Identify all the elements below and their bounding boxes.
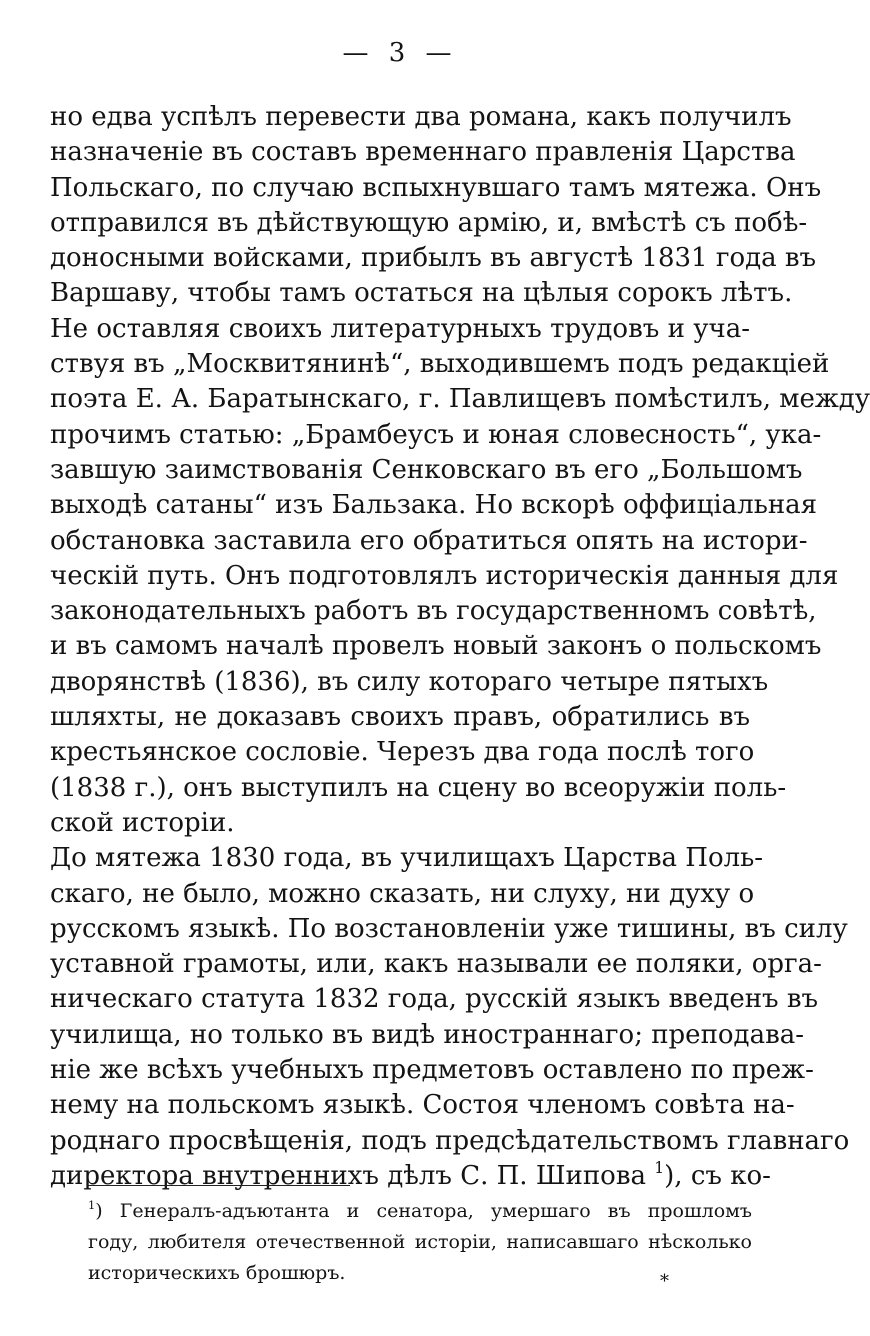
footnote-line: году, любителя отечественной исторiи, написавшаго нѣсколько bbox=[88, 1231, 752, 1253]
text-line: выходѣ сатаны“ изъ Бальзака. Но вскорѣ оффицiальная bbox=[50, 490, 818, 521]
text-line: нiе же всѣхъ учебныхъ предметовъ оставлено по преж- bbox=[50, 1055, 814, 1086]
text-line: законодательныхъ работъ въ государственномъ совѣтѣ, bbox=[50, 596, 817, 627]
text-line: ской исторiи. bbox=[50, 807, 235, 838]
text-line: обстановка заставила его обратиться опять на истори- bbox=[50, 525, 808, 556]
text-line: доносными войсками, прибылъ въ августѣ 1831 года въ bbox=[50, 243, 817, 274]
text-line: дворянствѣ (1836), въ силу котораго четыре пятыхъ bbox=[50, 666, 769, 697]
footnote-marker: 1 bbox=[88, 1198, 96, 1213]
text-line: ствуя въ „Москвитянинѣ“, выходившемъ подъ редакцiей bbox=[50, 349, 830, 380]
text-line: училища, но только въ видѣ иностраннаго; преподава- bbox=[50, 1019, 804, 1050]
footnote-text: ) Генералъ-адъютанта и сенатора, умершаго въ прошломъ bbox=[95, 1200, 752, 1222]
text-line: ческiй путь. Онъ подготовлялъ историческiя данныя для bbox=[50, 560, 839, 591]
text-line: роднаго просвѣщенiя, подъ предсѣдательствомъ главнаго bbox=[50, 1125, 850, 1156]
text-line: и въ самомъ началѣ провелъ новый законъ о польскомъ bbox=[50, 631, 822, 662]
text-line: Не оставляя своихъ литературныхъ трудовъ и уча- bbox=[50, 313, 750, 344]
signature-mark: * bbox=[660, 1271, 669, 1292]
text-line: прочимъ статью: „Брамбеусъ и юная словесность“, ука- bbox=[50, 419, 822, 450]
text-line: ническаго статута 1832 года, русскiй языкъ введенъ въ bbox=[50, 984, 819, 1015]
text-line: поэта Е. А. Баратынскаго, г. Павлищевъ помѣстилъ, между bbox=[50, 384, 870, 415]
footnote-line: историческихъ брошюръ. bbox=[88, 1262, 346, 1284]
footnote-divider bbox=[88, 1185, 350, 1186]
text-line: уставной грамоты, или, какъ называли ее поляки, орга- bbox=[50, 949, 822, 980]
text-line: (1838 г.), онъ выступилъ на сцену во всеоружiи поль- bbox=[50, 772, 787, 803]
text-line: завшую заимствованiя Сенковскаго въ его „Большомъ bbox=[50, 454, 803, 485]
text-line: но едва успѣлъ перевести два романа, какъ получилъ bbox=[50, 102, 792, 132]
footnote-ref[interactable]: 1 bbox=[654, 1159, 665, 1177]
body-text bbox=[50, 100, 870, 1194]
text-line-with-footnote-ref bbox=[50, 1159, 771, 1194]
footnote-line bbox=[88, 1196, 752, 1227]
text-fragment: ), съ ко- bbox=[664, 1160, 771, 1191]
text-line: крестьянское сословiе. Черезъ два года послѣ того bbox=[50, 737, 755, 768]
text-line: отправился въ дѣйствующую армiю, и, вмѣстѣ съ побѣ- bbox=[50, 207, 808, 238]
text-line: скаго, не было, можно сказать, ни слуху, ни духу о bbox=[50, 878, 755, 909]
footnote bbox=[88, 1196, 752, 1289]
text-line: нему на польскомъ языкѣ. Состоя членомъ совѣта на- bbox=[50, 1090, 795, 1121]
text-line: Варшаву, чтобы тамъ остаться на цѣлыя сорокъ лѣтъ. bbox=[50, 278, 793, 309]
text-line: русскомъ языкѣ. По возстановленiи уже тишины, въ силу bbox=[50, 913, 848, 944]
page-number: — 3 — bbox=[342, 38, 458, 68]
text-line: шляхты, не доказавъ своихъ правъ, обратились въ bbox=[50, 702, 750, 733]
text-line: назначенiе въ составъ временнаго правленiя Царства bbox=[50, 137, 796, 168]
text-fragment: директора внутреннихъ дѣлъ С. П. Шипова bbox=[50, 1160, 646, 1191]
text-line: Польскаго, по случаю вспыхнувшаго тамъ мятежа. Онъ bbox=[50, 172, 822, 203]
text-line: До мятежа 1830 года, въ училищахъ Царства Поль- bbox=[50, 843, 764, 874]
